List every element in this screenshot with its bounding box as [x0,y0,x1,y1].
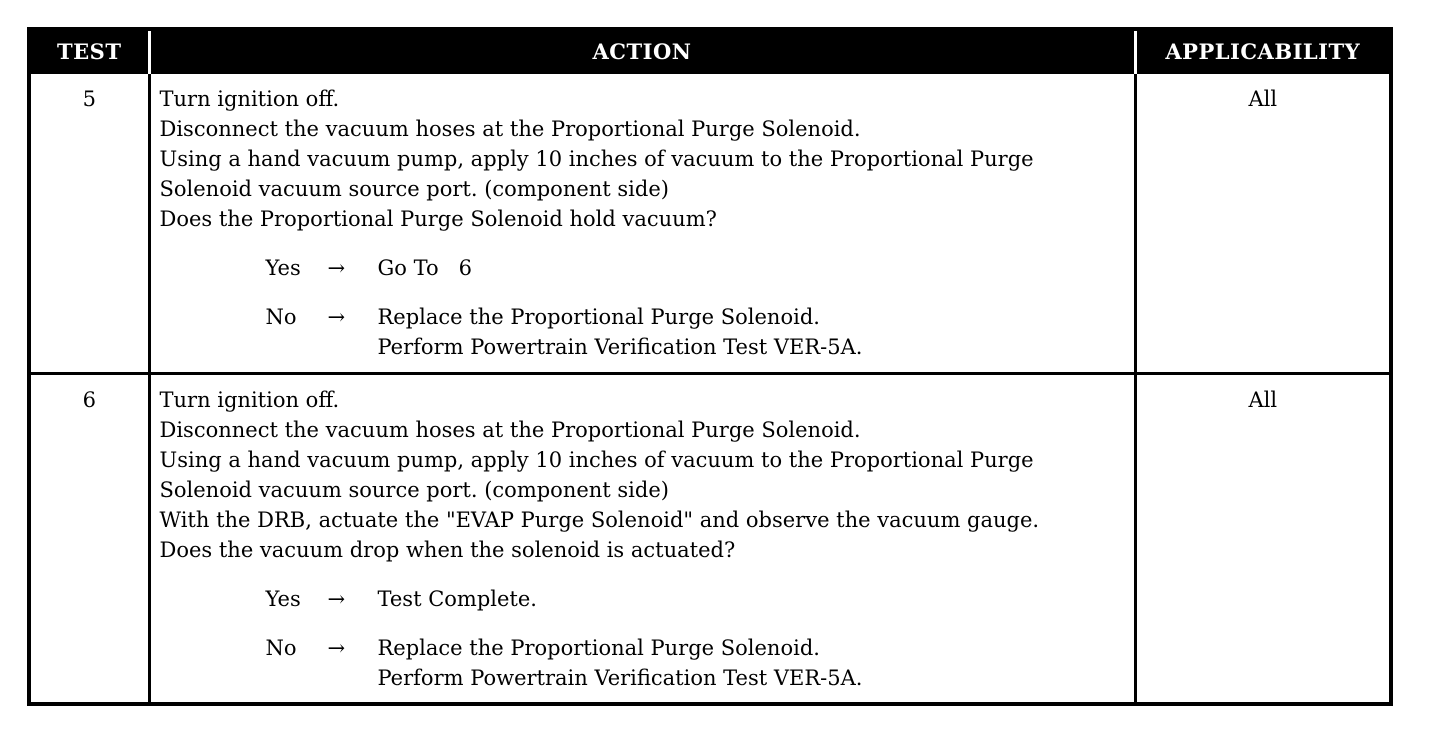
applicability-value: All [1135,374,1391,704]
no-label: No [265,305,297,329]
action-step: Using a hand vacuum pump, apply 10 inches of vacuum to the Proportional Purge [159,147,1034,171]
no-choice [160,633,1126,693]
table-row [29,73,1391,374]
header-applicability: APPLICABILITY [1135,29,1391,73]
right-arrow-icon: → [327,256,346,280]
no-result [378,302,863,362]
table-row [29,374,1391,704]
action-step: Turn ignition off. [159,87,340,111]
yes-label: Yes [265,256,301,280]
yes-result [378,253,473,283]
test-number: 5 [29,73,149,374]
choices [160,253,1126,362]
yes-choice [160,253,1126,283]
action-step: Using a hand vacuum pump, apply 10 inches of vacuum to the Proportional Purge [159,448,1034,472]
header-action: ACTION [149,29,1135,73]
table-header [29,29,1391,73]
action-step: Disconnect the vacuum hoses at the Proportional Purge Solenoid. [159,418,861,442]
action-step: Disconnect the vacuum hoses at the Proportional Purge Solenoid. [159,117,861,141]
right-arrow-icon: → [327,587,346,611]
result-line: Replace the Proportional Purge Solenoid. [377,636,820,660]
action-step: Solenoid vacuum source port. (component side) [159,478,669,502]
action-cell [149,73,1135,374]
yes-choice [160,584,1126,614]
result-line: Perform Powertrain Verification Test VER-5A. [377,666,863,690]
choices [160,584,1126,693]
diagnostic-test-table [27,27,1393,706]
action-question: Does the vacuum drop when the solenoid is actuated? [159,538,736,562]
header-row [29,29,1391,73]
applicability-value: All [1135,73,1391,374]
action-question: Does the Proportional Purge Solenoid hold vacuum? [159,207,717,231]
right-arrow-icon: → [327,636,346,660]
no-result [378,633,863,693]
result-line: Replace the Proportional Purge Solenoid. [377,305,820,329]
no-choice [160,302,1126,362]
action-step: With the DRB, actuate the "EVAP Purge Solenoid" and observe the vacuum gauge. [159,508,1040,532]
result-line: Test Complete. [377,587,537,611]
action-step: Solenoid vacuum source port. (component side) [159,177,669,201]
action-cell [149,374,1135,704]
yes-result [378,584,537,614]
result-line: Perform Powertrain Verification Test VER-5A. [377,335,863,359]
header-test: TEST [29,29,149,73]
result-line: Go To 6 [377,256,472,280]
no-label: No [265,636,297,660]
right-arrow-icon: → [327,305,346,329]
yes-label: Yes [265,587,301,611]
action-step: Turn ignition off. [159,388,340,412]
test-number: 6 [29,374,149,704]
